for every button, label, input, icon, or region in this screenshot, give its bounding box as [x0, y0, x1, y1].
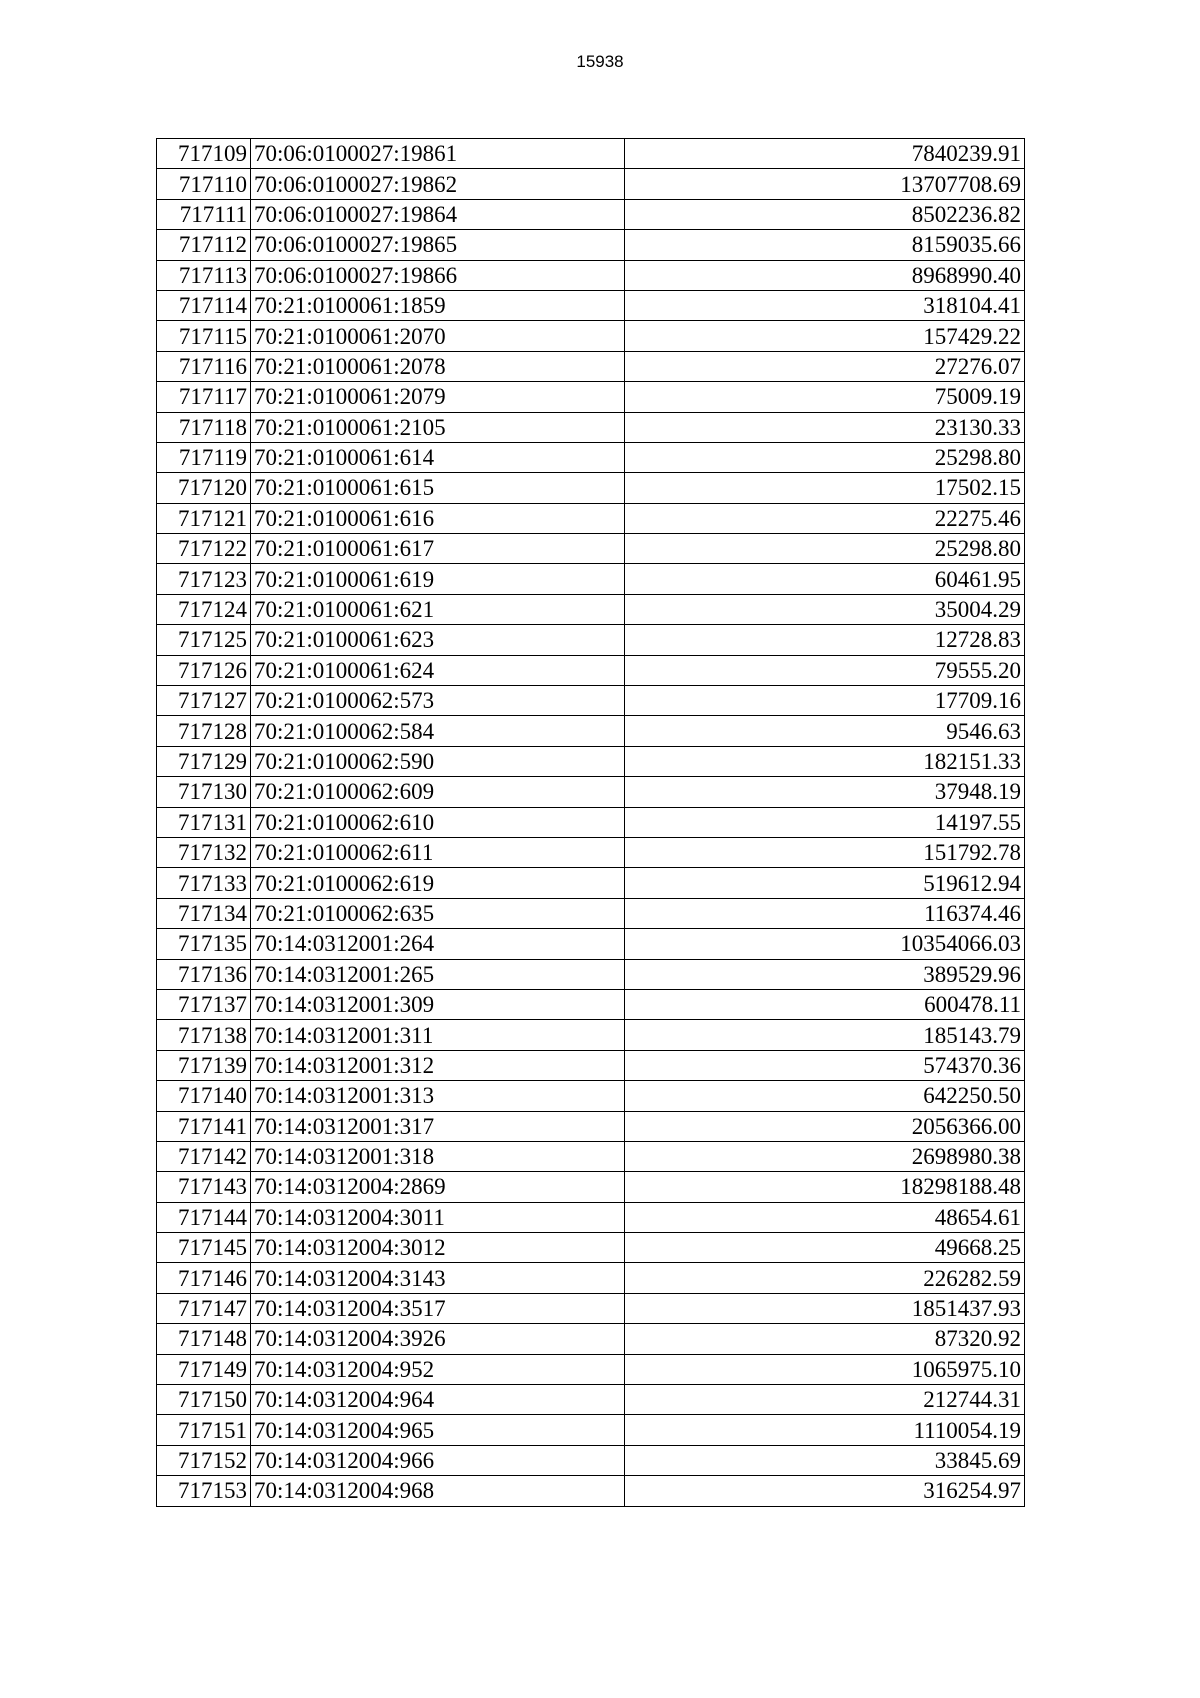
value-cell: 35004.29 — [625, 594, 1025, 624]
cadastral-number-cell: 70:14:0312001:312 — [251, 1050, 625, 1080]
value-cell: 75009.19 — [625, 382, 1025, 412]
table-row — [157, 139, 1025, 169]
row-number-cell: 717146 — [157, 1263, 251, 1293]
cadastral-number-cell: 70:21:0100061:1859 — [251, 290, 625, 320]
table-row — [157, 1415, 1025, 1445]
row-number-cell: 717116 — [157, 351, 251, 381]
value-cell: 9546.63 — [625, 716, 1025, 746]
row-number-cell: 717126 — [157, 655, 251, 685]
row-number-cell: 717112 — [157, 230, 251, 260]
cadastral-number-cell: 70:14:0312001:318 — [251, 1141, 625, 1171]
table-row — [157, 230, 1025, 260]
table-row — [157, 1141, 1025, 1171]
row-number-cell: 717149 — [157, 1354, 251, 1384]
value-cell: 8159035.66 — [625, 230, 1025, 260]
cadastral-number-cell: 70:14:0312004:968 — [251, 1476, 625, 1506]
table-row — [157, 959, 1025, 989]
row-number-cell: 717130 — [157, 777, 251, 807]
value-cell: 185143.79 — [625, 1020, 1025, 1050]
table-row — [157, 1020, 1025, 1050]
table-row — [157, 594, 1025, 624]
table-row — [157, 199, 1025, 229]
value-cell: 7840239.91 — [625, 139, 1025, 169]
value-cell: 600478.11 — [625, 989, 1025, 1019]
row-number-cell: 717124 — [157, 594, 251, 624]
table-row — [157, 351, 1025, 381]
table-row — [157, 655, 1025, 685]
value-cell: 8502236.82 — [625, 199, 1025, 229]
value-cell: 10354066.03 — [625, 929, 1025, 959]
cadastral-number-cell: 70:14:0312001:265 — [251, 959, 625, 989]
cadastral-number-cell: 70:14:0312001:264 — [251, 929, 625, 959]
row-number-cell: 717150 — [157, 1385, 251, 1415]
cadastral-number-cell: 70:21:0100061:623 — [251, 625, 625, 655]
value-cell: 33845.69 — [625, 1445, 1025, 1475]
table-row — [157, 1111, 1025, 1141]
value-cell: 60461.95 — [625, 564, 1025, 594]
table-row — [157, 807, 1025, 837]
cadastral-number-cell: 70:06:0100027:19862 — [251, 169, 625, 199]
cadastral-number-cell: 70:14:0312004:964 — [251, 1385, 625, 1415]
cadastral-number-cell: 70:21:0100061:616 — [251, 503, 625, 533]
row-number-cell: 717110 — [157, 169, 251, 199]
row-number-cell: 717152 — [157, 1445, 251, 1475]
value-cell: 574370.36 — [625, 1050, 1025, 1080]
row-number-cell: 717122 — [157, 534, 251, 564]
row-number-cell: 717111 — [157, 199, 251, 229]
value-cell: 18298188.48 — [625, 1172, 1025, 1202]
table-row — [157, 1476, 1025, 1506]
table-row — [157, 473, 1025, 503]
cadastral-number-cell: 70:21:0100061:2105 — [251, 412, 625, 442]
value-cell: 1851437.93 — [625, 1293, 1025, 1323]
value-cell: 642250.50 — [625, 1081, 1025, 1111]
row-number-cell: 717141 — [157, 1111, 251, 1141]
row-number-cell: 717143 — [157, 1172, 251, 1202]
value-cell: 2698980.38 — [625, 1141, 1025, 1171]
row-number-cell: 717109 — [157, 139, 251, 169]
cadastral-number-cell: 70:14:0312001:309 — [251, 989, 625, 1019]
cadastral-number-cell: 70:14:0312004:3011 — [251, 1202, 625, 1232]
row-number-cell: 717115 — [157, 321, 251, 351]
row-number-cell: 717148 — [157, 1324, 251, 1354]
row-number-cell: 717129 — [157, 746, 251, 776]
row-number-cell: 717153 — [157, 1476, 251, 1506]
cadastral-number-cell: 70:21:0100061:2070 — [251, 321, 625, 351]
cadastral-number-cell: 70:14:0312004:3143 — [251, 1263, 625, 1293]
table-row — [157, 260, 1025, 290]
row-number-cell: 717134 — [157, 898, 251, 928]
cadastral-number-cell: 70:21:0100062:619 — [251, 868, 625, 898]
table-row — [157, 503, 1025, 533]
table-row — [157, 534, 1025, 564]
value-cell: 157429.22 — [625, 321, 1025, 351]
row-number-cell: 717123 — [157, 564, 251, 594]
table-row — [157, 1050, 1025, 1080]
table-row — [157, 1354, 1025, 1384]
value-cell: 8968990.40 — [625, 260, 1025, 290]
cadastral-number-cell: 70:14:0312004:966 — [251, 1445, 625, 1475]
cadastral-number-cell: 70:14:0312004:3517 — [251, 1293, 625, 1323]
value-cell: 316254.97 — [625, 1476, 1025, 1506]
cadastral-number-cell: 70:14:0312004:952 — [251, 1354, 625, 1384]
value-cell: 318104.41 — [625, 290, 1025, 320]
table-row — [157, 1293, 1025, 1323]
cadastral-number-cell: 70:14:0312004:3012 — [251, 1233, 625, 1263]
table-row — [157, 442, 1025, 472]
row-number-cell: 717151 — [157, 1415, 251, 1445]
cadastral-number-cell: 70:06:0100027:19865 — [251, 230, 625, 260]
table-row — [157, 321, 1025, 351]
registry-table — [156, 138, 1025, 1507]
table-body — [157, 139, 1025, 1507]
value-cell: 389529.96 — [625, 959, 1025, 989]
row-number-cell: 717136 — [157, 959, 251, 989]
cadastral-number-cell: 70:06:0100027:19864 — [251, 199, 625, 229]
cadastral-number-cell: 70:21:0100061:614 — [251, 442, 625, 472]
cadastral-number-cell: 70:21:0100061:617 — [251, 534, 625, 564]
cadastral-number-cell: 70:21:0100062:611 — [251, 837, 625, 867]
row-number-cell: 717144 — [157, 1202, 251, 1232]
value-cell: 1110054.19 — [625, 1415, 1025, 1445]
table-row — [157, 1324, 1025, 1354]
value-cell: 13707708.69 — [625, 169, 1025, 199]
row-number-cell: 717127 — [157, 686, 251, 716]
value-cell: 48654.61 — [625, 1202, 1025, 1232]
cadastral-number-cell: 70:14:0312001:317 — [251, 1111, 625, 1141]
cadastral-number-cell: 70:21:0100061:619 — [251, 564, 625, 594]
value-cell: 23130.33 — [625, 412, 1025, 442]
cadastral-number-cell: 70:14:0312001:311 — [251, 1020, 625, 1050]
row-number-cell: 717137 — [157, 989, 251, 1019]
table-row — [157, 868, 1025, 898]
cadastral-number-cell: 70:21:0100061:621 — [251, 594, 625, 624]
table-row — [157, 290, 1025, 320]
value-cell: 116374.46 — [625, 898, 1025, 928]
table-row — [157, 169, 1025, 199]
cadastral-number-cell: 70:14:0312001:313 — [251, 1081, 625, 1111]
cadastral-number-cell: 70:21:0100062:584 — [251, 716, 625, 746]
value-cell: 14197.55 — [625, 807, 1025, 837]
row-number-cell: 717114 — [157, 290, 251, 320]
value-cell: 226282.59 — [625, 1263, 1025, 1293]
value-cell: 2056366.00 — [625, 1111, 1025, 1141]
row-number-cell: 717135 — [157, 929, 251, 959]
row-number-cell: 717125 — [157, 625, 251, 655]
cadastral-number-cell: 70:14:0312004:3926 — [251, 1324, 625, 1354]
value-cell: 25298.80 — [625, 534, 1025, 564]
value-cell: 87320.92 — [625, 1324, 1025, 1354]
value-cell: 151792.78 — [625, 837, 1025, 867]
row-number-cell: 717145 — [157, 1233, 251, 1263]
value-cell: 22275.46 — [625, 503, 1025, 533]
row-number-cell: 717133 — [157, 868, 251, 898]
row-number-cell: 717120 — [157, 473, 251, 503]
row-number-cell: 717118 — [157, 412, 251, 442]
table-row — [157, 1445, 1025, 1475]
table-row — [157, 382, 1025, 412]
row-number-cell: 717139 — [157, 1050, 251, 1080]
row-number-cell: 717117 — [157, 382, 251, 412]
value-cell: 25298.80 — [625, 442, 1025, 472]
table-row — [157, 898, 1025, 928]
table-row — [157, 1233, 1025, 1263]
value-cell: 27276.07 — [625, 351, 1025, 381]
cadastral-number-cell: 70:21:0100061:615 — [251, 473, 625, 503]
table-row — [157, 1263, 1025, 1293]
cadastral-number-cell: 70:21:0100062:573 — [251, 686, 625, 716]
row-number-cell: 717121 — [157, 503, 251, 533]
table-row — [157, 989, 1025, 1019]
cadastral-number-cell: 70:06:0100027:19861 — [251, 139, 625, 169]
value-cell: 37948.19 — [625, 777, 1025, 807]
row-number-cell: 717140 — [157, 1081, 251, 1111]
row-number-cell: 717131 — [157, 807, 251, 837]
table-row — [157, 1385, 1025, 1415]
table-row — [157, 564, 1025, 594]
page-number: 15938 — [576, 52, 624, 71]
cadastral-number-cell: 70:21:0100061:624 — [251, 655, 625, 685]
value-cell: 79555.20 — [625, 655, 1025, 685]
table-row — [157, 746, 1025, 776]
row-number-cell: 717138 — [157, 1020, 251, 1050]
cadastral-number-cell: 70:21:0100062:635 — [251, 898, 625, 928]
value-cell: 17502.15 — [625, 473, 1025, 503]
cadastral-number-cell: 70:14:0312004:2869 — [251, 1172, 625, 1202]
value-cell: 12728.83 — [625, 625, 1025, 655]
cadastral-number-cell: 70:14:0312004:965 — [251, 1415, 625, 1445]
table-row — [157, 777, 1025, 807]
table-row — [157, 1081, 1025, 1111]
value-cell: 49668.25 — [625, 1233, 1025, 1263]
table-row — [157, 1202, 1025, 1232]
table-row — [157, 625, 1025, 655]
row-number-cell: 717113 — [157, 260, 251, 290]
cadastral-number-cell: 70:21:0100061:2078 — [251, 351, 625, 381]
row-number-cell: 717119 — [157, 442, 251, 472]
cadastral-number-cell: 70:21:0100062:610 — [251, 807, 625, 837]
table-row — [157, 837, 1025, 867]
value-cell: 182151.33 — [625, 746, 1025, 776]
cadastral-number-cell: 70:21:0100062:609 — [251, 777, 625, 807]
row-number-cell: 717128 — [157, 716, 251, 746]
table-row — [157, 1172, 1025, 1202]
row-number-cell: 717132 — [157, 837, 251, 867]
table-row — [157, 412, 1025, 442]
value-cell: 17709.16 — [625, 686, 1025, 716]
value-cell: 212744.31 — [625, 1385, 1025, 1415]
value-cell: 519612.94 — [625, 868, 1025, 898]
table-row — [157, 929, 1025, 959]
cadastral-number-cell: 70:06:0100027:19866 — [251, 260, 625, 290]
row-number-cell: 717147 — [157, 1293, 251, 1323]
cadastral-number-cell: 70:21:0100062:590 — [251, 746, 625, 776]
value-cell: 1065975.10 — [625, 1354, 1025, 1384]
table-row — [157, 686, 1025, 716]
row-number-cell: 717142 — [157, 1141, 251, 1171]
cadastral-number-cell: 70:21:0100061:2079 — [251, 382, 625, 412]
table-row — [157, 716, 1025, 746]
